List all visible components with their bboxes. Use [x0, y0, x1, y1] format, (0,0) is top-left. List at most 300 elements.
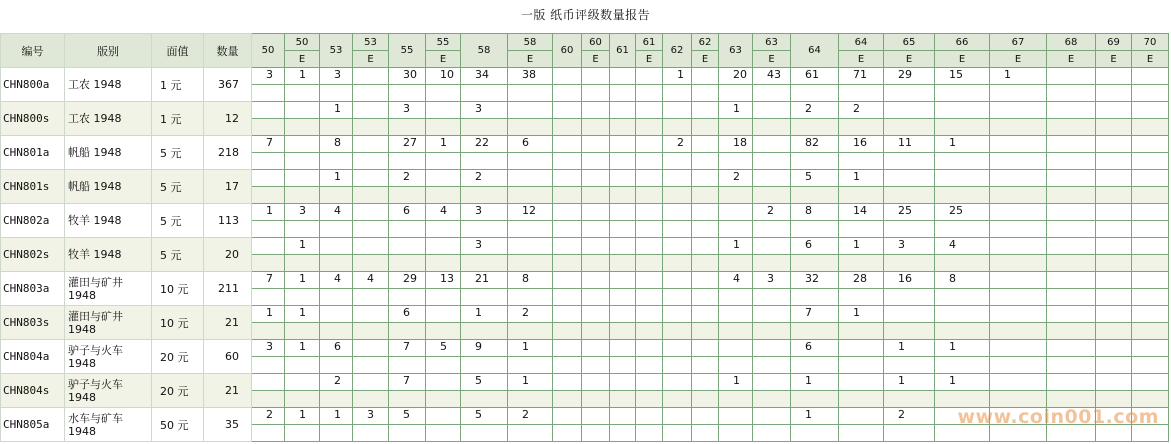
header-grade: 60: [582, 34, 610, 51]
cell-grade-spacer: [582, 187, 610, 204]
cell-grade-spacer: [935, 221, 990, 238]
cell-grade-count: [636, 204, 663, 221]
cell-grade-count: [553, 102, 582, 119]
cell-grade-spacer: [753, 357, 791, 374]
cell-grade-spacer: [636, 153, 663, 170]
cell-grade-count: [553, 408, 582, 425]
cell-grade-count: 1: [935, 340, 990, 357]
cell-grade-count: [1132, 340, 1169, 357]
cell-grade-count: 5: [426, 340, 461, 357]
cell-grade-count: [719, 408, 753, 425]
cell-grade-count: [884, 102, 935, 119]
cell-grade-spacer: [508, 221, 553, 238]
grading-table: [0, 33, 1169, 442]
cell-grade-spacer: [935, 187, 990, 204]
cell-grade-spacer: [461, 289, 508, 306]
cell-grade-spacer: [508, 255, 553, 272]
cell-grade-spacer: [791, 425, 839, 442]
header-grade: 64: [839, 34, 884, 51]
cell-grade-spacer: [461, 255, 508, 272]
cell-grade-spacer: [582, 323, 610, 340]
cell-grade-spacer: [285, 153, 320, 170]
cell-grade-spacer: [1132, 323, 1169, 340]
cell-grade-spacer: [663, 391, 692, 408]
cell-grade-count: [426, 374, 461, 391]
cell-grade-spacer: [389, 391, 426, 408]
cell-grade-count: 12: [508, 204, 553, 221]
cell-grade-count: 2: [791, 102, 839, 119]
cell-grade-count: 30: [389, 68, 426, 85]
cell-grade-spacer: [839, 425, 884, 442]
header-star-mark: E: [426, 51, 461, 68]
cell-quantity: 21: [204, 374, 252, 408]
cell-grade-spacer: [426, 289, 461, 306]
cell-grade-spacer: [252, 255, 285, 272]
cell-grade-spacer: [990, 357, 1047, 374]
cell-grade-count: [320, 238, 353, 255]
cell-grade-count: [1096, 374, 1132, 391]
cell-grade-count: [610, 204, 636, 221]
cell-grade-count: 3: [884, 238, 935, 255]
cell-grade-count: 1: [719, 238, 753, 255]
cell-grade-count: 4: [719, 272, 753, 289]
cell-grade-count: 27: [389, 136, 426, 153]
cell-grade-spacer: [791, 289, 839, 306]
cell-grade-spacer: [884, 119, 935, 136]
cell-grade-count: [663, 238, 692, 255]
cell-grade-spacer: [320, 255, 353, 272]
cell-grade-count: [1096, 340, 1132, 357]
cell-grade-spacer: [1047, 85, 1096, 102]
cell-grade-spacer: [990, 221, 1047, 238]
cell-grade-spacer: [553, 391, 582, 408]
cell-grade-count: [1096, 102, 1132, 119]
cell-grade-spacer: [320, 153, 353, 170]
cell-grade-count: [719, 306, 753, 323]
cell-grade-count: 4: [320, 272, 353, 289]
cell-grade-spacer: [719, 221, 753, 238]
watermark: www.coin001.com: [957, 406, 1159, 428]
cell-grade-spacer: [320, 357, 353, 374]
cell-grade-spacer: [719, 323, 753, 340]
cell-grade-spacer: [353, 289, 389, 306]
cell-grade-count: [753, 340, 791, 357]
header-code: 编号: [1, 34, 65, 68]
cell-grade-count: 1: [663, 68, 692, 85]
cell-grade-spacer: [663, 85, 692, 102]
cell-grade-count: 11: [884, 136, 935, 153]
cell-grade-count: 1: [320, 408, 353, 425]
cell-grade-spacer: [884, 289, 935, 306]
header-star-mark: E: [753, 51, 791, 68]
cell-grade-count: [663, 204, 692, 221]
cell-grade-count: [636, 408, 663, 425]
cell-grade-count: 6: [389, 306, 426, 323]
cell-grade-spacer: [839, 289, 884, 306]
cell-grade-count: [285, 374, 320, 391]
cell-grade-spacer: [719, 255, 753, 272]
cell-grade-spacer: [1047, 323, 1096, 340]
cell-grade-spacer: [610, 85, 636, 102]
cell-grade-count: [1047, 306, 1096, 323]
cell-grade-count: 38: [508, 68, 553, 85]
cell-grade-count: 3: [252, 340, 285, 357]
cell-grade-spacer: [884, 425, 935, 442]
cell-grade-spacer: [1132, 85, 1169, 102]
cell-grade-count: 16: [839, 136, 884, 153]
cell-grade-count: 1: [285, 306, 320, 323]
cell-code: CHN802a: [1, 204, 65, 238]
cell-grade-count: 1: [719, 374, 753, 391]
cell-grade-count: [990, 272, 1047, 289]
cell-grade-count: [1132, 68, 1169, 85]
cell-grade-count: [692, 306, 719, 323]
cell-grade-spacer: [1132, 153, 1169, 170]
cell-grade-count: [582, 238, 610, 255]
cell-grade-spacer: [719, 153, 753, 170]
cell-grade-count: 5: [389, 408, 426, 425]
cell-grade-count: [1047, 238, 1096, 255]
cell-grade-spacer: [839, 119, 884, 136]
cell-grade-spacer: [636, 391, 663, 408]
cell-face-value: 1 元: [152, 102, 204, 136]
cell-grade-count: [610, 408, 636, 425]
cell-grade-spacer: [791, 119, 839, 136]
cell-edition: 驴子与火车 1948: [65, 374, 152, 408]
cell-grade-count: [582, 408, 610, 425]
cell-grade-spacer: [285, 221, 320, 238]
cell-edition: 灌田与矿井 1948: [65, 306, 152, 340]
cell-grade-spacer: [553, 357, 582, 374]
cell-grade-count: 1: [839, 170, 884, 187]
cell-grade-count: 1: [461, 306, 508, 323]
cell-grade-count: 9: [461, 340, 508, 357]
cell-grade-spacer: [252, 85, 285, 102]
cell-grade-count: [663, 408, 692, 425]
cell-grade-count: [389, 238, 426, 255]
cell-grade-count: [990, 374, 1047, 391]
cell-grade-spacer: [839, 153, 884, 170]
cell-grade-spacer: [508, 323, 553, 340]
cell-grade-count: [553, 306, 582, 323]
cell-grade-count: [582, 68, 610, 85]
cell-grade-count: 1: [285, 68, 320, 85]
cell-grade-count: 1: [285, 340, 320, 357]
cell-grade-count: [1132, 204, 1169, 221]
cell-grade-count: [990, 204, 1047, 221]
cell-grade-count: [610, 68, 636, 85]
cell-grade-spacer: [553, 425, 582, 442]
cell-grade-spacer: [320, 221, 353, 238]
cell-edition: 水车与矿车 1948: [65, 408, 152, 442]
cell-grade-spacer: [461, 391, 508, 408]
cell-grade-spacer: [389, 255, 426, 272]
cell-grade-count: [553, 340, 582, 357]
cell-edition: 牧羊 1948: [65, 204, 152, 238]
cell-grade-count: 2: [753, 204, 791, 221]
cell-grade-spacer: [389, 221, 426, 238]
cell-grade-count: 43: [753, 68, 791, 85]
cell-grade-count: [1132, 272, 1169, 289]
cell-grade-count: [252, 102, 285, 119]
cell-grade-count: 29: [884, 68, 935, 85]
cell-grade-spacer: [285, 187, 320, 204]
cell-quantity: 218: [204, 136, 252, 170]
cell-quantity: 12: [204, 102, 252, 136]
cell-grade-spacer: [1132, 119, 1169, 136]
cell-grade-count: [884, 170, 935, 187]
cell-grade-spacer: [692, 289, 719, 306]
cell-code: CHN800a: [1, 68, 65, 102]
cell-grade-spacer: [791, 187, 839, 204]
header-grade: 63: [753, 34, 791, 51]
cell-face-value: 20 元: [152, 340, 204, 374]
cell-grade-spacer: [636, 221, 663, 238]
cell-grade-spacer: [791, 153, 839, 170]
cell-grade-count: 3: [389, 102, 426, 119]
cell-grade-spacer: [1047, 187, 1096, 204]
cell-grade-spacer: [461, 153, 508, 170]
cell-grade-count: 16: [884, 272, 935, 289]
cell-grade-count: [582, 170, 610, 187]
cell-grade-spacer: [663, 289, 692, 306]
cell-grade-count: [753, 306, 791, 323]
cell-grade-count: [839, 374, 884, 391]
cell-face-value: 10 元: [152, 272, 204, 306]
cell-grade-spacer: [426, 153, 461, 170]
cell-grade-count: [884, 306, 935, 323]
cell-grade-count: [553, 68, 582, 85]
cell-grade-count: [353, 238, 389, 255]
cell-grade-count: 1: [285, 272, 320, 289]
cell-grade-count: 20: [719, 68, 753, 85]
header-star-mark: E: [636, 51, 663, 68]
cell-edition: 牧羊 1948: [65, 238, 152, 272]
cell-grade-count: 5: [461, 408, 508, 425]
cell-grade-count: [1132, 102, 1169, 119]
cell-grade-count: [1132, 136, 1169, 153]
cell-grade-spacer: [719, 187, 753, 204]
cell-grade-spacer: [663, 323, 692, 340]
cell-grade-count: 2: [508, 408, 553, 425]
cell-grade-count: [1132, 306, 1169, 323]
cell-face-value: 5 元: [152, 136, 204, 170]
cell-grade-spacer: [692, 119, 719, 136]
header-grade: 62: [692, 34, 719, 51]
cell-grade-spacer: [426, 255, 461, 272]
cell-grade-count: 7: [389, 374, 426, 391]
cell-grade-spacer: [610, 323, 636, 340]
cell-grade-count: [753, 408, 791, 425]
cell-grade-spacer: [553, 119, 582, 136]
cell-grade-count: 2: [719, 170, 753, 187]
cell-grade-count: 25: [935, 204, 990, 221]
cell-grade-spacer: [1096, 221, 1132, 238]
cell-grade-spacer: [285, 85, 320, 102]
cell-grade-count: [610, 238, 636, 255]
cell-edition: 灌田与矿井 1948: [65, 272, 152, 306]
cell-grade-spacer: [1096, 187, 1132, 204]
cell-grade-count: 1: [508, 340, 553, 357]
header-star-mark: E: [839, 51, 884, 68]
header-star-mark: E: [935, 51, 990, 68]
header-edition: 版别: [65, 34, 152, 68]
cell-grade-count: [582, 102, 610, 119]
cell-grade-spacer: [610, 119, 636, 136]
cell-code: CHN804a: [1, 340, 65, 374]
cell-grade-spacer: [252, 323, 285, 340]
cell-grade-spacer: [839, 255, 884, 272]
header-star-mark: E: [582, 51, 610, 68]
cell-grade-count: [610, 272, 636, 289]
cell-grade-spacer: [508, 85, 553, 102]
cell-quantity: 21: [204, 306, 252, 340]
cell-grade-spacer: [692, 357, 719, 374]
header-qty: 数量: [204, 34, 252, 68]
cell-grade-spacer: [252, 357, 285, 374]
cell-grade-spacer: [1047, 153, 1096, 170]
cell-grade-spacer: [553, 221, 582, 238]
cell-grade-spacer: [1047, 119, 1096, 136]
cell-grade-spacer: [1096, 153, 1132, 170]
cell-grade-spacer: [692, 85, 719, 102]
cell-quantity: 367: [204, 68, 252, 102]
cell-grade-count: 3: [353, 408, 389, 425]
cell-grade-count: [692, 204, 719, 221]
cell-grade-count: [636, 374, 663, 391]
cell-grade-count: 5: [791, 170, 839, 187]
cell-grade-count: 1: [508, 374, 553, 391]
cell-code: CHN800s: [1, 102, 65, 136]
cell-grade-count: 1: [884, 374, 935, 391]
cell-grade-count: 3: [285, 204, 320, 221]
header-grade: 70: [1132, 34, 1169, 51]
cell-grade-count: [353, 136, 389, 153]
cell-grade-spacer: [935, 323, 990, 340]
header-grade: 60: [553, 34, 582, 68]
cell-face-value: 5 元: [152, 238, 204, 272]
cell-grade-count: 6: [320, 340, 353, 357]
cell-grade-spacer: [839, 391, 884, 408]
cell-grade-count: [692, 102, 719, 119]
cell-grade-spacer: [389, 85, 426, 102]
header-grade: 62: [663, 34, 692, 68]
cell-code: CHN804s: [1, 374, 65, 408]
cell-grade-spacer: [252, 221, 285, 238]
cell-grade-count: [1047, 170, 1096, 187]
header-grade: 55: [389, 34, 426, 68]
cell-grade-count: [1047, 204, 1096, 221]
cell-grade-spacer: [791, 221, 839, 238]
cell-grade-spacer: [285, 391, 320, 408]
header-star-mark: E: [353, 51, 389, 68]
cell-grade-count: [353, 102, 389, 119]
cell-grade-count: 21: [461, 272, 508, 289]
cell-grade-spacer: [692, 153, 719, 170]
cell-grade-count: 1: [285, 408, 320, 425]
cell-grade-spacer: [610, 391, 636, 408]
cell-grade-count: [990, 136, 1047, 153]
cell-grade-count: 61: [791, 68, 839, 85]
cell-grade-count: [426, 170, 461, 187]
cell-grade-count: [1132, 238, 1169, 255]
cell-grade-spacer: [610, 187, 636, 204]
cell-grade-count: [553, 272, 582, 289]
cell-grade-spacer: [353, 391, 389, 408]
cell-grade-count: 4: [320, 204, 353, 221]
cell-grade-spacer: [719, 357, 753, 374]
cell-grade-count: 4: [353, 272, 389, 289]
cell-grade-spacer: [692, 391, 719, 408]
header-star-mark: E: [1047, 51, 1096, 68]
cell-grade-count: [753, 238, 791, 255]
cell-grade-spacer: [508, 391, 553, 408]
cell-grade-count: [553, 238, 582, 255]
cell-grade-spacer: [692, 323, 719, 340]
cell-edition: 工农 1948: [65, 68, 152, 102]
cell-grade-count: [582, 374, 610, 391]
cell-grade-spacer: [636, 85, 663, 102]
cell-grade-spacer: [320, 323, 353, 340]
cell-grade-count: 6: [508, 136, 553, 153]
header-grade: 61: [610, 34, 636, 68]
cell-grade-spacer: [753, 255, 791, 272]
cell-grade-spacer: [389, 119, 426, 136]
cell-grade-count: 1: [791, 408, 839, 425]
cell-grade-count: 18: [719, 136, 753, 153]
cell-grade-count: [582, 340, 610, 357]
cell-grade-count: 3: [252, 68, 285, 85]
cell-grade-spacer: [935, 119, 990, 136]
cell-face-value: 20 元: [152, 374, 204, 408]
cell-grade-count: [1096, 238, 1132, 255]
cell-grade-spacer: [990, 323, 1047, 340]
cell-grade-spacer: [553, 323, 582, 340]
cell-grade-count: [753, 374, 791, 391]
cell-grade-spacer: [1132, 255, 1169, 272]
cell-grade-spacer: [753, 391, 791, 408]
cell-grade-spacer: [791, 323, 839, 340]
cell-face-value: 5 元: [152, 204, 204, 238]
cell-grade-count: [663, 170, 692, 187]
header-grade: 63: [719, 34, 753, 68]
cell-grade-spacer: [753, 323, 791, 340]
header-grade: 50: [252, 34, 285, 68]
header-grade: 53: [353, 34, 389, 51]
cell-grade-spacer: [884, 357, 935, 374]
cell-grade-spacer: [990, 187, 1047, 204]
cell-grade-spacer: [252, 289, 285, 306]
cell-grade-spacer: [753, 289, 791, 306]
cell-grade-spacer: [353, 187, 389, 204]
cell-grade-spacer: [884, 85, 935, 102]
cell-grade-spacer: [508, 289, 553, 306]
cell-grade-count: [610, 136, 636, 153]
cell-grade-count: 1: [320, 102, 353, 119]
cell-grade-spacer: [508, 357, 553, 374]
header-star-mark: E: [884, 51, 935, 68]
cell-grade-spacer: [935, 391, 990, 408]
cell-grade-spacer: [582, 255, 610, 272]
cell-grade-spacer: [582, 85, 610, 102]
cell-grade-spacer: [508, 119, 553, 136]
cell-grade-spacer: [252, 119, 285, 136]
cell-grade-spacer: [692, 221, 719, 238]
cell-grade-count: [582, 136, 610, 153]
cell-grade-spacer: [719, 391, 753, 408]
cell-grade-count: [285, 170, 320, 187]
cell-grade-spacer: [553, 255, 582, 272]
